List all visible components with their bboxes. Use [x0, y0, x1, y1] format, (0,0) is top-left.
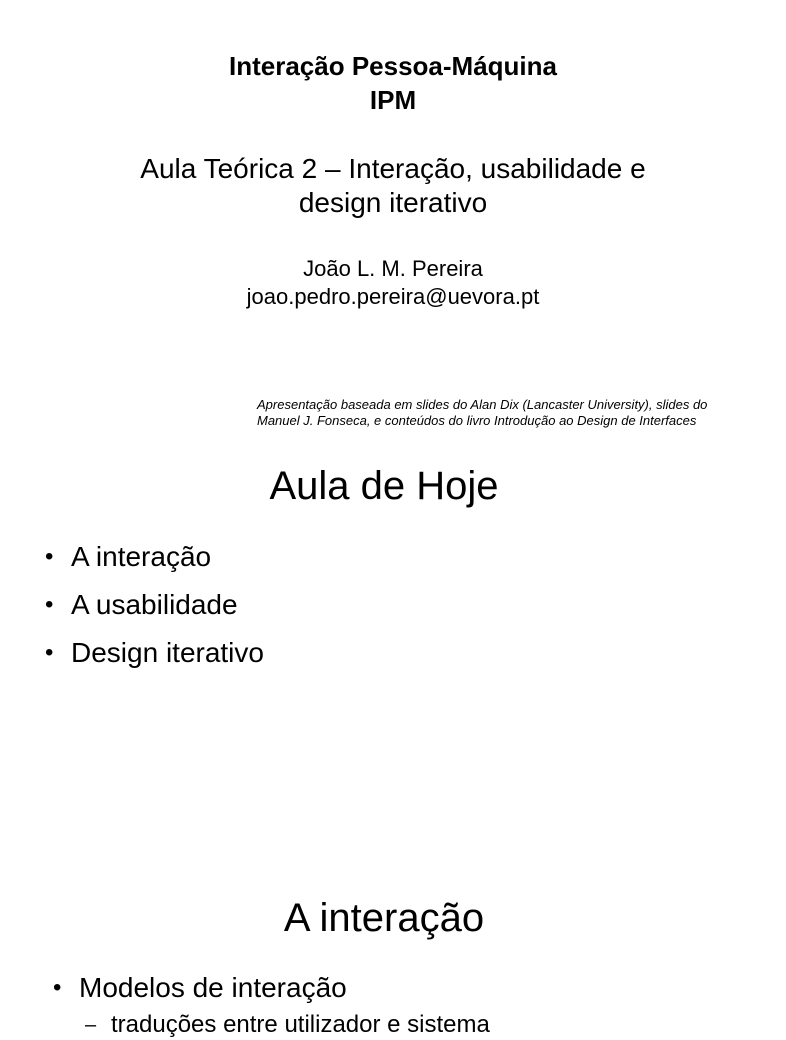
credit-note	[257, 397, 767, 429]
author-block	[0, 255, 786, 311]
list-item	[45, 629, 264, 677]
title-slide	[0, 0, 768, 445]
author-email: joao.pedro.pereira@uevora.pt	[246, 284, 540, 309]
course-title: Interação Pessoa-Máquina	[229, 51, 557, 81]
list-item	[85, 1010, 490, 1040]
list-item	[53, 968, 347, 1008]
slide-heading: A interação	[283, 896, 485, 940]
list-item	[45, 533, 264, 581]
course-title-block	[0, 49, 786, 117]
author-name: João L. M. Pereira	[303, 256, 483, 281]
credit-line-2: Manuel J. Fonseca, e conteúdos do livro Introdução ao Design de Interfaces	[257, 413, 697, 428]
agenda-slide	[0, 445, 768, 885]
bullet-text: Design iterativo	[71, 637, 264, 668]
sub-bullet-list	[85, 1010, 490, 1040]
course-acronym: IPM	[369, 85, 417, 115]
bullet-list	[45, 533, 264, 677]
credit-line-1: Apresentação baseada em slides do Alan Dix (Lancaster University), slides do	[257, 397, 708, 412]
bullet-text: A usabilidade	[71, 589, 238, 620]
list-item	[45, 581, 264, 629]
bullet-icon: •	[53, 974, 62, 1001]
lecture-title-line-1: Aula Teórica 2 – Interação, usabilidade e	[140, 153, 646, 184]
bullet-text: Modelos de interação	[79, 972, 347, 1003]
lecture-title-block	[0, 152, 786, 220]
bullet-icon: •	[45, 591, 54, 618]
interaction-slide	[0, 885, 768, 1038]
bullet-list	[53, 968, 347, 1008]
bullet-icon: •	[45, 639, 54, 666]
slide-heading: Aula de Hoje	[269, 464, 499, 508]
lecture-title-line-2: design iterativo	[298, 187, 488, 218]
bullet-icon: •	[45, 543, 54, 570]
bullet-text: A interação	[71, 541, 212, 572]
sub-bullet-text: traduções entre utilizador e sistema	[111, 1011, 490, 1038]
dash-icon: –	[85, 1014, 97, 1036]
